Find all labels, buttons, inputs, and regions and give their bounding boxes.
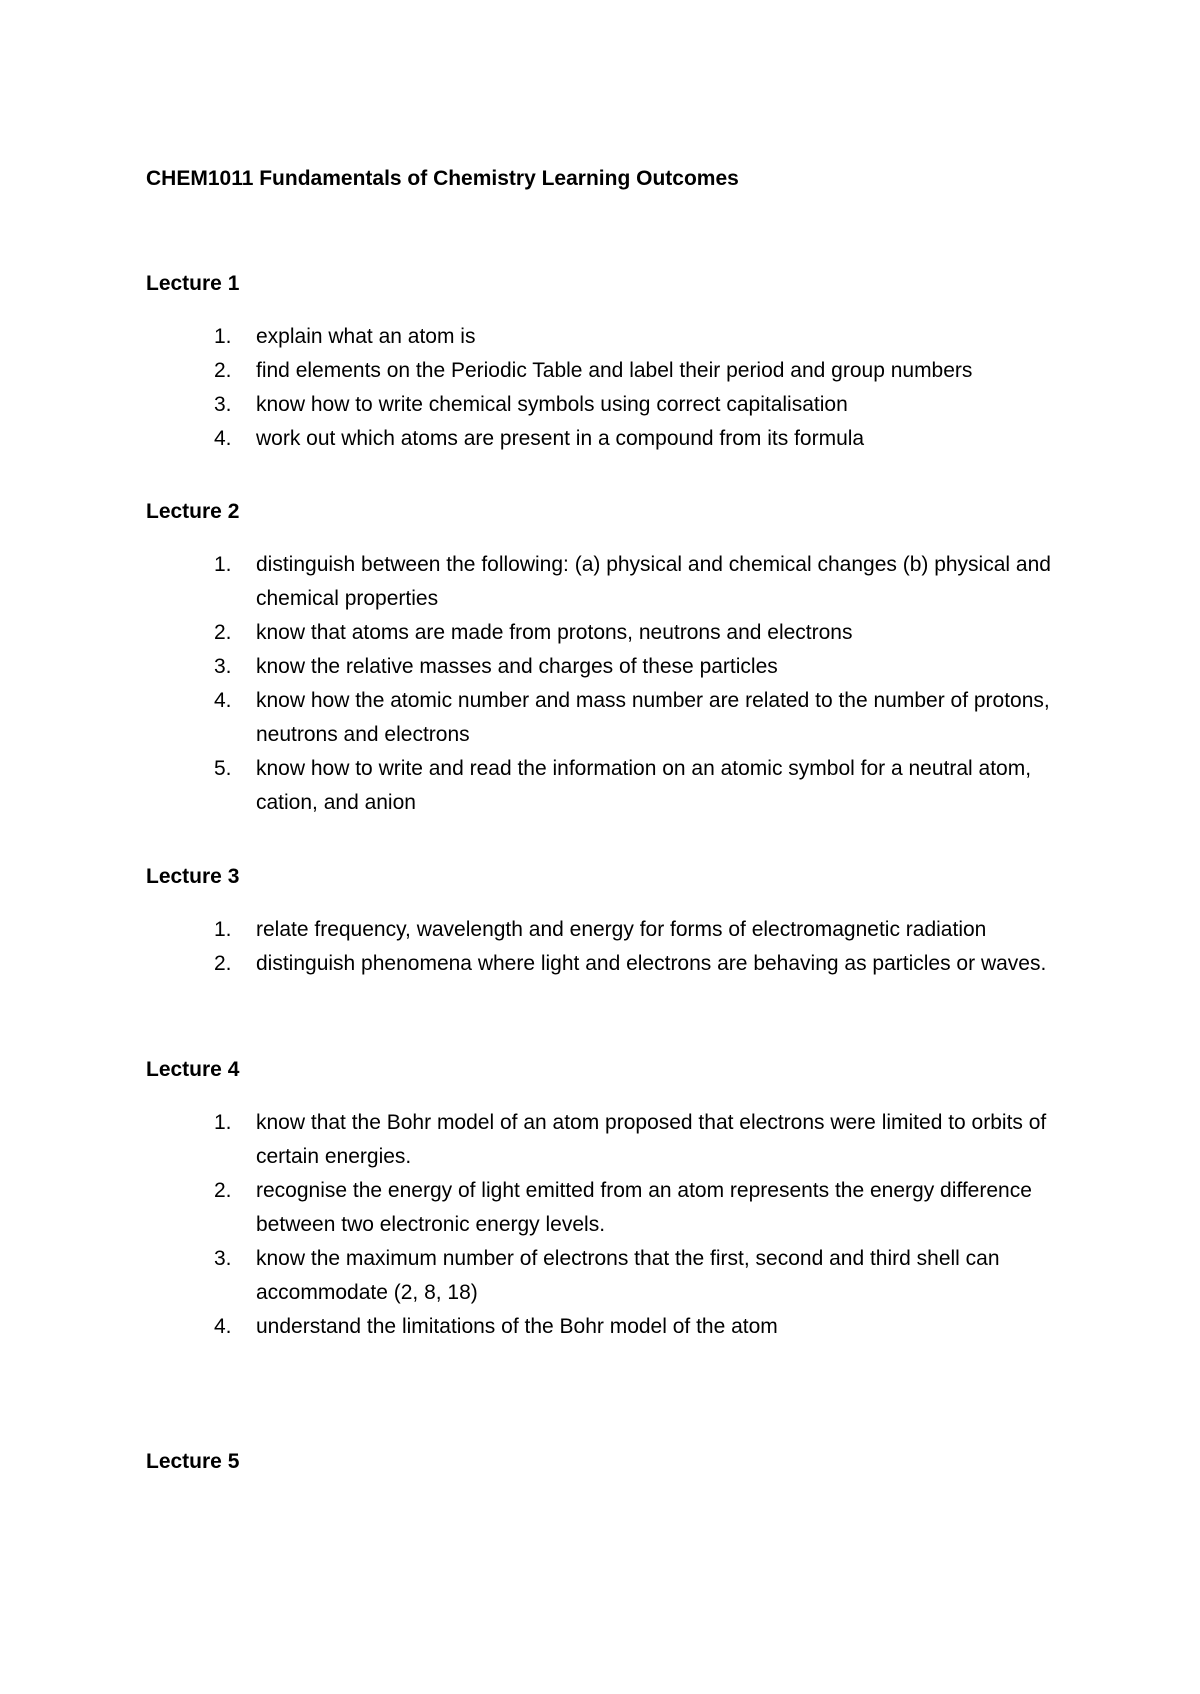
outcome-text: relate frequency, wavelength and energy for forms of electromagnetic radiation <box>256 918 987 941</box>
outcome-item <box>0 1310 1200 1344</box>
lecture-2-outcomes <box>0 548 1200 820</box>
outcome-item <box>0 616 1200 650</box>
outcome-item <box>0 650 1200 684</box>
outcome-item <box>0 913 1200 947</box>
outcome-item <box>0 422 1200 456</box>
lecture-4-heading: Lecture 4 <box>146 1058 240 1081</box>
outcome-number: 2. <box>214 621 232 644</box>
lecture-5-heading: Lecture 5 <box>146 1450 240 1473</box>
outcome-item <box>0 1174 1200 1242</box>
outcome-number: 4. <box>214 1315 232 1338</box>
outcome-text: distinguish between the following: (a) physical and chemical changes (b) physical and chemical properties <box>256 553 1051 610</box>
outcome-item <box>0 548 1200 616</box>
outcome-number: 2. <box>214 952 232 975</box>
outcome-text: find elements on the Periodic Table and label their period and group numbers <box>256 359 973 382</box>
outcome-number: 1. <box>214 918 232 941</box>
lecture-3-heading: Lecture 3 <box>146 865 240 888</box>
outcome-number: 1. <box>214 553 232 576</box>
outcome-item <box>0 1106 1200 1174</box>
lecture-1-heading: Lecture 1 <box>146 272 240 295</box>
outcome-number: 3. <box>214 1247 232 1270</box>
outcome-item <box>0 388 1200 422</box>
document-title: CHEM1011 Fundamentals of Chemistry Learning Outcomes <box>146 167 739 190</box>
outcome-text: know the maximum number of electrons that the first, second and third shell can accommodate (2, 8, 18) <box>256 1247 1000 1304</box>
outcome-number: 4. <box>214 427 232 450</box>
outcome-number: 2. <box>214 359 232 382</box>
outcome-text: know how the atomic number and mass number are related to the number of protons, neutrons and electrons <box>256 689 1050 746</box>
outcome-item <box>0 684 1200 752</box>
outcome-number: 5. <box>214 757 232 780</box>
outcome-text: know the relative masses and charges of these particles <box>256 655 778 678</box>
outcome-item <box>0 752 1200 820</box>
outcome-text: explain what an atom is <box>256 325 476 348</box>
outcome-item <box>0 947 1200 981</box>
outcome-item <box>0 320 1200 354</box>
outcome-text: distinguish phenomena where light and electrons are behaving as particles or waves. <box>256 952 1047 975</box>
outcome-number: 3. <box>214 393 232 416</box>
outcome-text: know how to write chemical symbols using correct capitalisation <box>256 393 848 416</box>
outcome-number: 3. <box>214 655 232 678</box>
lecture-1-outcomes <box>0 320 1200 456</box>
outcome-text: know how to write and read the information on an atomic symbol for a neutral atom, cation, and anion <box>256 757 1032 814</box>
outcome-number: 2. <box>214 1179 232 1202</box>
outcome-item <box>0 354 1200 388</box>
outcome-text: work out which atoms are present in a compound from its formula <box>256 427 865 450</box>
outcome-item <box>0 1242 1200 1310</box>
lecture-4-outcomes <box>0 1106 1200 1344</box>
lecture-2-heading: Lecture 2 <box>146 500 240 523</box>
outcome-number: 1. <box>214 1111 232 1134</box>
outcome-number: 4. <box>214 689 232 712</box>
outcome-number: 1. <box>214 325 232 348</box>
outcome-text: recognise the energy of light emitted from an atom represents the energy difference between two electronic energy levels. <box>256 1179 1032 1236</box>
outcome-text: know that atoms are made from protons, neutrons and electrons <box>256 621 853 644</box>
outcome-text: understand the limitations of the Bohr model of the atom <box>256 1315 778 1338</box>
outcome-text: know that the Bohr model of an atom proposed that electrons were limited to orbits of certain energies. <box>256 1111 1047 1168</box>
lecture-3-outcomes <box>0 913 1200 981</box>
